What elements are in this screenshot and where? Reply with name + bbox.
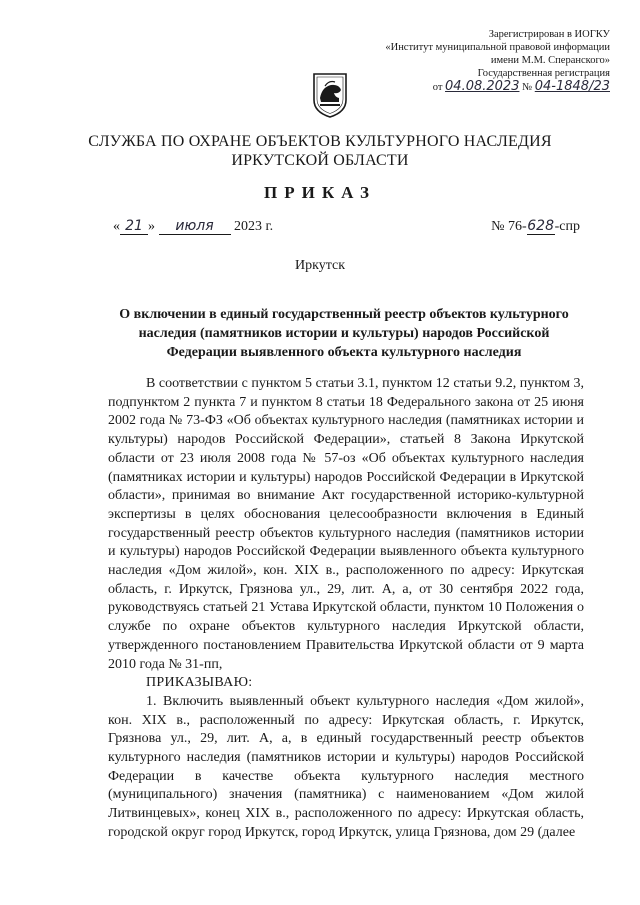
date-month: июля [159,218,231,235]
registration-number: 04-1848/23 [534,79,610,94]
agency-line-2: ИРКУТСКОЙ ОБЛАСТИ [231,152,409,169]
order-number-suffix: -спр [554,219,580,234]
order-number [491,218,580,235]
agency-line-1: СЛУЖБА ПО ОХРАНЕ ОБЪЕКТОВ КУЛЬТУРНОГО НАСЛЕДИЯ [88,133,552,150]
document-body [108,375,584,843]
body-paragraph-1: В соответствии с пунктом 5 статьи 3.1, пунктом 12 статьи 9.2, пунктом 3, подпунктом 2 пункта 7 и пунктом 8 статьи 18 Федерального закона от 25 июня 2002 года № 73-ФЗ «Об объектах культурного наследия (памятниках истории и культуры) народов Российской Федерации», статьей 8 Закона Иркутской области от 23 июля 2008 года № 57-оз «Об объектах культурного наследия (памятниках истории и культуры) народов Российской Федерации в Иркутской области», принимая во внимание Акт государственной историко-культурной экспертизы в целях обоснования целесообразности включения в Единый государственный реестр объектов культурного наследия (памятников истории и культуры) народов Российской Федерации выявленного объекта культурного наследия «Дом жилой», кон. XIX в., расположенного по адресу: Иркутская область, г. Иркутск, Грязнова ул., 29, лит. А, а, от 30 сентября 2022 года, руководствуясь статьей 21 Устава Иркутской области, пунктом 10 Положения о службе по охране объектов культурного наследия Иркутской области, утвержденного постановлением Правительства Иркутской области от 9 марта 2010 года № 31-пп, [108,376,584,672]
coat-of-arms-icon [312,72,348,118]
document-date [113,218,273,235]
registration-line-3: имени М.М. Сперанского» [490,55,610,66]
document-subject: О включении в единый государственный реестр объектов культурного наследия (памятников истории и культуры) народов Российской Федерации выявленного объекта культурного наследия [119,307,569,360]
date-open-quote: « [113,219,120,234]
date-close-quote: » [148,219,155,234]
registration-stamp [350,28,610,94]
registration-line-2: «Институт муниципальной правовой информации [385,42,610,53]
registration-number-prefix: № [522,82,533,93]
registration-date: 04.08.2023 [445,79,520,94]
order-number-handwritten: 628 [527,218,554,234]
document-type: ПРИКАЗ [264,183,376,202]
agency-name [0,132,640,170]
city: Иркутск [294,258,346,273]
registration-line-4: Государственная регистрация [477,68,610,79]
registration-from-prefix: от [432,82,443,93]
registration-line-5 [350,80,610,94]
order-word: ПРИКАЗЫВАЮ: [146,675,253,691]
registration-line-1: Зарегистрирован в ИОГКУ [488,29,610,40]
order-number-prefix: № 76- [491,219,527,234]
date-day: 21 [120,218,148,235]
date-year: 2023 г. [234,219,274,234]
body-paragraph-2: 1. Включить выявленный объект культурного наследия «Дом жилой», кон. XIX в., расположенный по адресу: Иркутская область, г. Иркутск, Грязнова ул., 29, лит. А, а, в единый государственный реестр объектов культурного наследия (памятников истории и культуры) народов Российской Федерации в качестве объекта культурного наследия местного (муниципального) значения (памятника) с наименованием «Дом жилой Литвинцевых», конец XIX в., расположенного по адресу: Иркутская область, городской округ город Иркутск, город Иркутск, улица Грязнова, дом 29 (далее [108,693,584,840]
